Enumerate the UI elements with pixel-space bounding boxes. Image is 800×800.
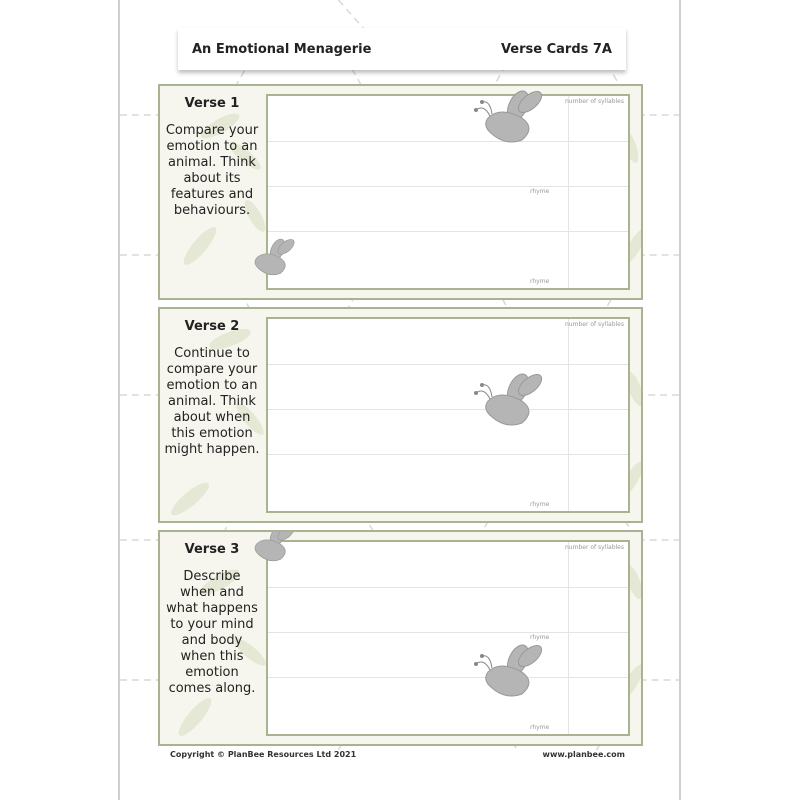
writing-area[interactable]: [266, 317, 630, 513]
rhyme-label: rhyme: [530, 188, 550, 195]
rhyme-label: rhyme: [530, 278, 550, 285]
verse-prompt: Continue to compare your emotion to an animal. Think about when this emotion might happen.: [164, 346, 260, 457]
verse-title: Verse 1: [184, 96, 240, 111]
bee-icon: [470, 642, 550, 702]
website-text: www.planbee.com: [542, 750, 625, 759]
verse-card-3: [158, 530, 643, 746]
writing-area[interactable]: [266, 540, 630, 736]
verse-card-1: [158, 84, 643, 300]
bee-icon: [244, 530, 300, 566]
worksheet-page: [118, 0, 681, 800]
bee-icon: [470, 88, 550, 148]
verse-title: Verse 2: [184, 319, 240, 334]
verse-card-2: [158, 307, 643, 523]
syllables-label: number of syllables: [565, 321, 624, 328]
verse-prompt: Describe when and what happens to your mind and body when this emotion comes along.: [166, 569, 258, 696]
bee-icon: [470, 371, 550, 431]
rhyme-label: rhyme: [530, 501, 550, 508]
rhyme-label: rhyme: [530, 724, 550, 731]
copyright-text: Copyright © PlanBee Resources Ltd 2021: [170, 750, 357, 759]
footer: [170, 750, 625, 759]
worksheet-title: An Emotional Menagerie: [192, 41, 372, 57]
writing-area[interactable]: [266, 94, 630, 290]
syllables-label: number of syllables: [565, 98, 624, 105]
worksheet-code: Verse Cards 7A: [500, 41, 612, 57]
verse-instructions: [160, 309, 264, 521]
bee-icon: [244, 236, 300, 280]
syllables-label: number of syllables: [565, 544, 624, 551]
verse-prompt: Compare your emotion to an animal. Think about its features and behaviours.: [165, 123, 259, 218]
verse-title: Verse 3: [184, 542, 240, 557]
rhyme-label: rhyme: [530, 634, 550, 641]
title-bar: [178, 28, 626, 70]
